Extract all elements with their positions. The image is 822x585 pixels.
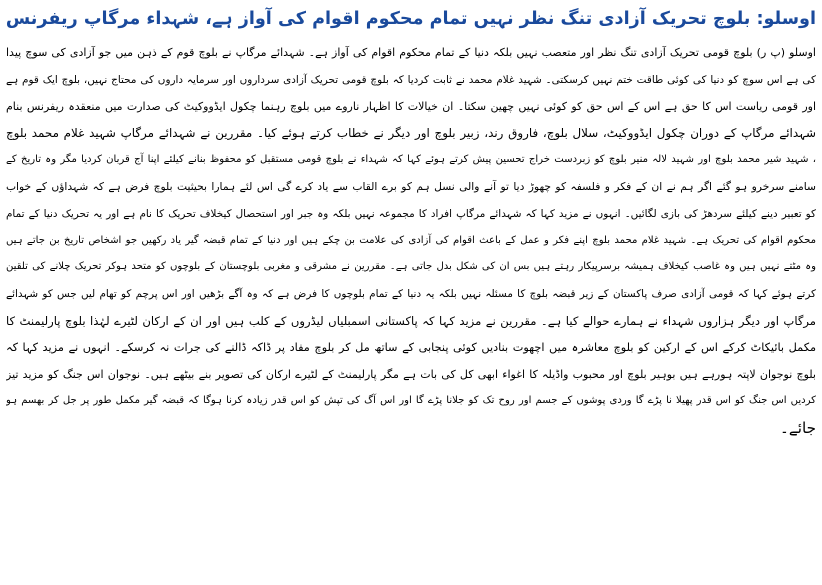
body-line: کرتے ہوئے کہا کہ قومی آزادی صرف پاکستان کے زیر قبضہ بلوچ کا مسئلہ نہیں بلکہ یہ دنیا کے تمام بلوچوں کا فرض ہے کہ وہ آگے بڑھیں اور اس پرچم کو تھام لیں جس کو شہدائے [6,288,816,301]
body-line: محکوم اقوام کی تحریک ہے۔ شہید غلام محمد بلوچ اپنے فکر و عمل کے باعث اقوام کی آزادی کی علامت بن چکے ہیں اور دنیا کے تمام قبضہ گیر یاد رکھیں جو اشخاص تاریخ بن جاتے ہیں [6,234,816,246]
body-line: بلوچ نوجوان لاپتہ ہورہے ہیں بوہیر بلوچ اور محبوب واڈیلہ کا اغواء ابھی کل کی بات ہے مگر پارلیمنٹ کے لٹیرے ارکان کی تصویر بنے بیٹھے ہیں۔ نوجوان اس جنگ کو مزید تیز [6,367,816,381]
body-line: کو تعبیر دینے کیلئے سردھڑ کی بازی لگائیں۔ انہوں نے مزید کہا کہ شہدائے مرگاپ افراد کا مجموعہ نہیں بلکہ وہ جبر اور استحصال کیخلاف تحریک کا نام ہے اور یہ تحریک دنیا کے تمام [6,207,816,220]
body-line: جائے۔ [779,419,816,438]
body-line: ، شہید شیر محمد بلوچ اور شہید لالہ منیر بلوچ کو زبردست خراج تحسین پیش کرتے ہوئے کہا کہ شہداء نے بلوچ قومی مستقبل کو محفوظ بنانے کیلئے اپنا آج قربان کردیا مگر وہ تاریخ کے [6,154,816,166]
body-line: اوسلو (پ ر) بلوچ قومی تحریک آزادی تنگ نظر اور متعصب نہیں بلکہ دنیا کے تمام محکوم اقوام کی آواز ہے۔ شہدائے مرگاپ نے بلوچ قوم کے ذہن میں جو آزادی کی سوچ پیدا [6,46,816,59]
body-line: سامنے سرخرو ہو گئے اگر ہم نے ان کے فکر و فلسفہ کو چھوڑ دیا تو آنے والی نسل ہم کو برے القاب سے یاد کرے گی اس لئے ہمارا بحیثیت بلوچ فرض ہے کہ شہداؤں کے خواب [6,179,816,193]
news-article [6,4,816,442]
body-line: اور قومی ریاست اس کا حق ہے اس کے اس حق کو کوئی نہیں چھین سکتا۔ ان خیالات کا اظہار ناروے میں بلوچ رہنما چکول ایڈووکیٹ کی صدارت میں منعقدہ ریفرنس بنام [6,99,816,113]
article-headline: اوسلو: بلوچ تحریک آزادی تنگ نظر نہیں تمام محکوم اقوام کی آواز ہے، شہداء مرگاپ ریفرنس [6,9,816,29]
body-line: وہ مٹتے نہیں ہیں وہ غاصب کیخلاف ہمیشہ برسرپیکار رہتے ہیں بس ان کی شکل بدل جاتی ہے۔ مقررین نے مشرقی و مغربی بلوچستان کے بلوچوں کو متحد ہوکر تحریک چلانے کی تلقین [6,261,816,273]
body-line: کردیں اس جنگ کو اس قدر پھیلا نا پڑے گا وردی پوشوں کے جسم اور روح تک کو جلانا پڑے گا اور اس آگ کی تپش کو اس قدر زیادہ کرنا ہوگا کہ قبضہ گیر مکمل طور پر جل کر بھسم ہو [6,395,816,407]
body-line: شہدائے مرگاپ کے دوران چکول ایڈووکیٹ، سلال بلوچ، فاروق رند، زبیر بلوچ اور دیگر نے خطاب کرتے ہوئے کیا۔ مقررین نے شہدائے مرگاپ شہید غلام محمد بلوچ [6,126,816,141]
body-line: مرگاپ اور دیگر ہزاروں شہداء نے ہمارے حوالے کیا ہے۔ مقررین نے مزید کہا کہ پاکستانی اسمبلیاں لیڈروں کے کلب ہیں اور ان کے ارکان لٹیرے لہٰذا بلوچ پارلیمنٹ کا [6,313,816,328]
article-body [6,40,816,442]
body-line: کی ہے اس سوچ کو دنیا کی کوئی طاقت ختم نہیں کرسکتی۔ شہید غلام محمد نے ثابت کردیا کہ بلوچ قومی تحریک آزادی سرداروں اور سرمایہ داروں کی محتاج نہیں، بلوچ ایک قوم ہے [6,73,816,86]
body-line: مکمل بائیکاٹ کرکے اس کے ارکین کو بلوچ معاشرہ میں اچھوت بنادیں کوئی پنجابی کے ساتھ مل کر بلوچ مفاد پر ڈاکہ ڈالنے کی جرات نہ کرسکے۔ انہوں نے مزید کہا کہ [6,340,816,354]
